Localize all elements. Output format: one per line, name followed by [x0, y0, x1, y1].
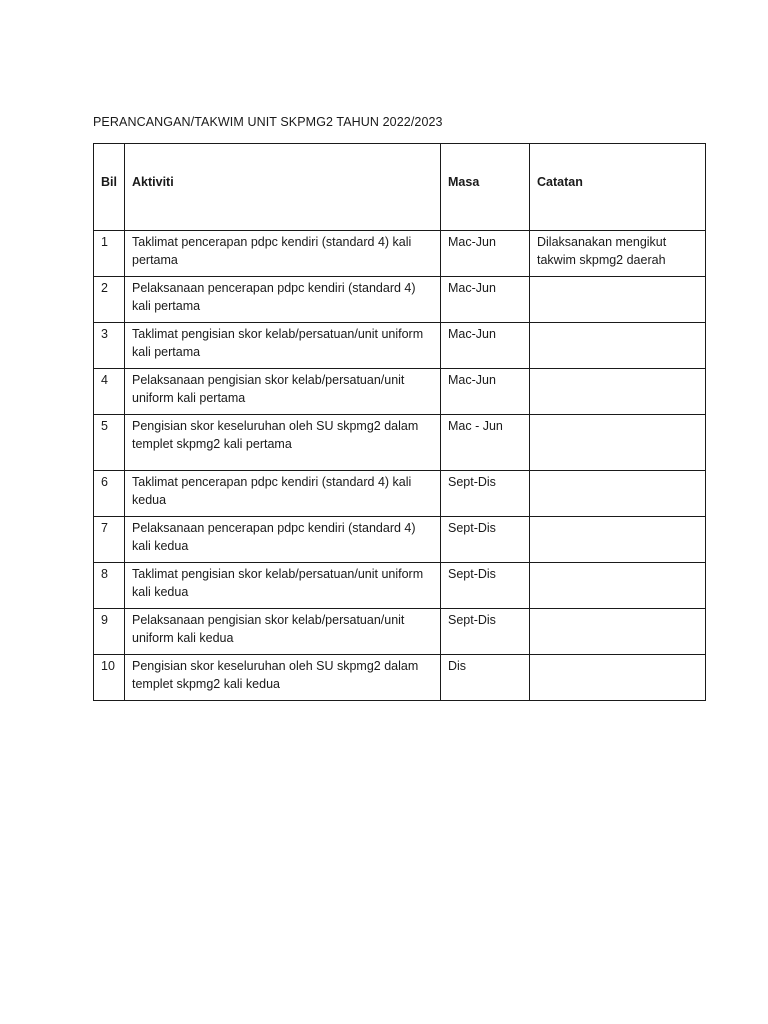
cell-catatan [530, 655, 706, 701]
header-masa: Masa [441, 144, 530, 231]
cell-aktiviti: Pelaksanaan pencerapan pdpc kendiri (standard 4) kali pertama [125, 277, 441, 323]
cell-aktiviti: Taklimat pencerapan pdpc kendiri (standard 4) kali pertama [125, 231, 441, 277]
table-row [94, 609, 706, 655]
cell-bil: 6 [94, 471, 125, 517]
table-row [94, 323, 706, 369]
cell-bil: 4 [94, 369, 125, 415]
page-title: PERANCANGAN/TAKWIM UNIT SKPMG2 TAHUN 2022/2023 [93, 115, 443, 129]
cell-bil: 3 [94, 323, 125, 369]
header-aktiviti: Aktiviti [125, 144, 441, 231]
cell-masa: Mac-Jun [441, 277, 530, 323]
cell-aktiviti: Pengisian skor keseluruhan oleh SU skpmg2 dalam templet skpmg2 kali kedua [125, 655, 441, 701]
table-row [94, 415, 706, 471]
cell-aktiviti: Pelaksanaan pengisian skor kelab/persatuan/unit uniform kali kedua [125, 609, 441, 655]
cell-bil: 1 [94, 231, 125, 277]
cell-aktiviti: Pelaksanaan pencerapan pdpc kendiri (standard 4) kali kedua [125, 517, 441, 563]
cell-aktiviti: Taklimat pencerapan pdpc kendiri (standard 4) kali kedua [125, 471, 441, 517]
cell-masa: Mac - Jun [441, 415, 530, 471]
cell-catatan [530, 369, 706, 415]
cell-masa: Mac-Jun [441, 231, 530, 277]
cell-catatan [530, 563, 706, 609]
table-row [94, 231, 706, 277]
cell-bil: 10 [94, 655, 125, 701]
cell-masa: Mac-Jun [441, 323, 530, 369]
table-row [94, 517, 706, 563]
table-row [94, 655, 706, 701]
cell-catatan: Dilaksanakan mengikut takwim skpmg2 daerah [530, 231, 706, 277]
cell-bil: 5 [94, 415, 125, 471]
cell-catatan [530, 277, 706, 323]
cell-catatan [530, 517, 706, 563]
table-row [94, 277, 706, 323]
cell-masa: Dis [441, 655, 530, 701]
cell-masa: Sept-Dis [441, 517, 530, 563]
cell-bil: 7 [94, 517, 125, 563]
cell-bil: 9 [94, 609, 125, 655]
cell-aktiviti: Pelaksanaan pengisian skor kelab/persatuan/unit uniform kali pertama [125, 369, 441, 415]
header-bil: Bil [94, 144, 125, 231]
table-row [94, 471, 706, 517]
cell-catatan [530, 415, 706, 471]
cell-aktiviti: Pengisian skor keseluruhan oleh SU skpmg2 dalam templet skpmg2 kali pertama [125, 415, 441, 471]
cell-masa: Sept-Dis [441, 471, 530, 517]
cell-masa: Mac-Jun [441, 369, 530, 415]
cell-aktiviti: Taklimat pengisian skor kelab/persatuan/unit uniform kali pertama [125, 323, 441, 369]
cell-bil: 8 [94, 563, 125, 609]
takwim-table [93, 143, 706, 701]
cell-masa: Sept-Dis [441, 609, 530, 655]
cell-catatan [530, 471, 706, 517]
cell-bil: 2 [94, 277, 125, 323]
cell-catatan [530, 609, 706, 655]
table-header-row [94, 144, 706, 231]
cell-aktiviti: Taklimat pengisian skor kelab/persatuan/unit uniform kali kedua [125, 563, 441, 609]
table-row [94, 369, 706, 415]
cell-masa: Sept-Dis [441, 563, 530, 609]
table-row [94, 563, 706, 609]
cell-catatan [530, 323, 706, 369]
header-catatan: Catatan [530, 144, 706, 231]
